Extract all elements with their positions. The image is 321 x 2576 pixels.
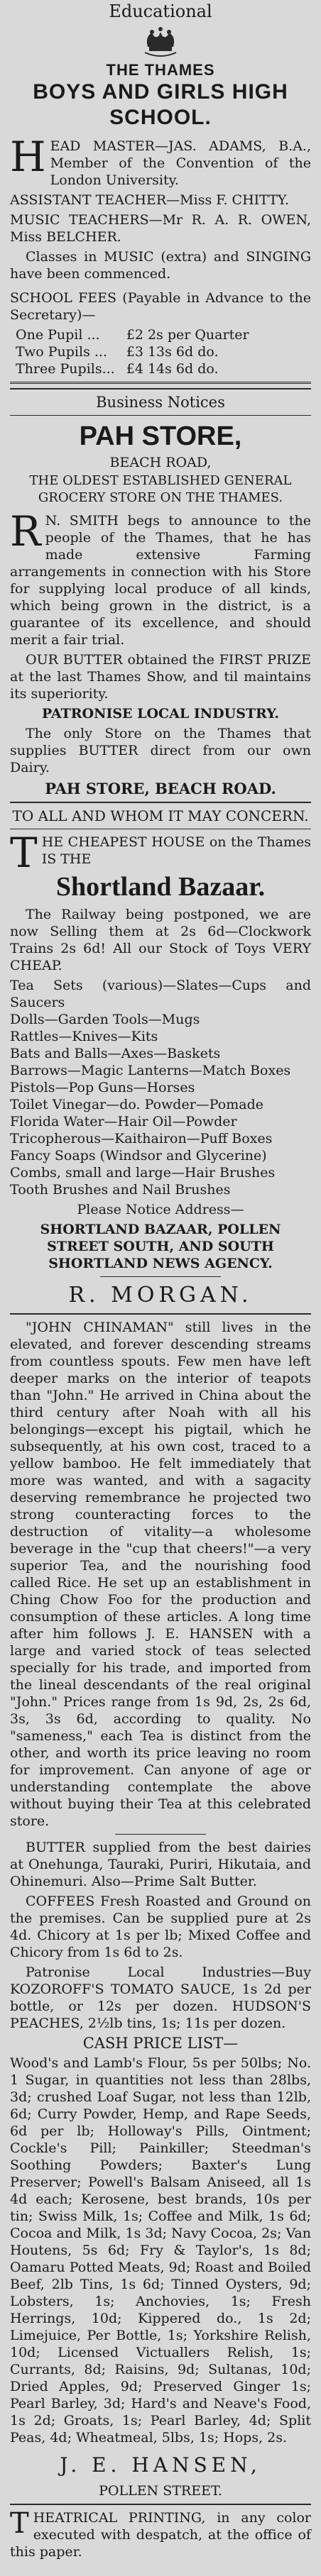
dropcap-r: R (10, 507, 41, 555)
school-title-line1: THE THAMES (106, 61, 215, 79)
list-item: Tooth Brushes and Nail Brushes (10, 1182, 231, 1198)
divider (10, 415, 311, 416)
divider (10, 1313, 311, 1315)
fees-table (10, 326, 255, 377)
pah-store-road: BEACH ROAD, (109, 455, 212, 470)
goods-list (10, 977, 311, 1198)
section-heading-business: Business Notices (96, 394, 225, 411)
printing-notice: THEATRICAL PRINTING, in any color executed with despatch, at the office of this paper. (10, 2507, 311, 2560)
butter-prize: OUR BUTTER obtained the FIRST PRIZE at the last Thames Show, and til maintains its superiority. (10, 652, 311, 702)
crest-icon (138, 26, 183, 58)
list-item: Dolls—Garden Tools—Mugs (10, 1012, 200, 1027)
list-item: Tea Sets (various)—Slates—Cups and Saucers (10, 978, 311, 1010)
list-item: Tricopherous—Kaithairon—Puff Boxes (10, 1131, 273, 1146)
dropcap-t2: T (10, 2507, 29, 2540)
cash-price-title: CASH PRICE LIST— (82, 2035, 239, 2052)
butter-supply: BUTTER supplied from the best dairies at Onehunga, Tauraki, Puriri, Hikutaia, and Ohinemuri. Also—Prime Salt Butter. (10, 1840, 311, 1889)
address-heading: Please Notice Address— (77, 1202, 244, 1217)
list-item: Florida Water—Hair Oil—Powder (10, 1114, 237, 1129)
divider (10, 2504, 311, 2505)
fee-row: Two Pupils ... £3 13s 6d do. (16, 344, 219, 360)
dropcap-t: T (10, 829, 38, 877)
list-item: Toilet Vinegar—do. Powder—Pomade (10, 1097, 263, 1112)
patronise-text: The only Store on the Thames that supplies BUTTER direct from our own Dairy. (10, 726, 311, 775)
fee-row: Three Pupils... £4 14s 6d do. (16, 361, 219, 377)
school-title-line2: BOYS AND GIRLS HIGH (33, 80, 288, 104)
list-item: Barrows—Magic Lanterns—Match Boxes (10, 1063, 291, 1078)
fee-row: One Pupil ... £2 2s per Quarter (16, 327, 249, 343)
bazaar-title: Shortland Bazaar. (55, 872, 266, 902)
list-item: Bats and Balls—Axes—Baskets (10, 1046, 221, 1061)
fees-title: SCHOOL FEES (Payable in Advance to the Secretary)— (10, 290, 311, 323)
divider (10, 388, 311, 389)
divider (10, 802, 311, 803)
hansen-signature: J. E. HANSEN, (60, 2453, 261, 2477)
morgan-signature: R. MORGAN. (68, 1283, 253, 1308)
list-item: Fancy Soaps (Windsor and Glycerine) (10, 1148, 267, 1163)
assistant-teacher: ASSISTANT TEACHER—Miss F. CHITTY. (10, 192, 289, 208)
dropcap-h: H (10, 133, 46, 181)
chinaman-notice: "JOHN CHINAMAN" still lives in the elevated, and forever descending streams from countless spouts. Few men have left deeper marks on the interior of teapots than "John." He arrived in China about the third century after Noah with all his belongings—except his pigtail, which he subsequently, at his own cost, traced to a yellow bamboo. He felt immediately that more was wanted, and with a sagacity deserving remembrance he projected two strong counteracting forces to the destruction of vitality—a wholesome beverage in the "cup that cheers!"—a very superior Tea, and the nourishing food called Rice. He set up an establishment in Ching Chow Foo for the production and consumption of these articles. A long time after him follows J. E. HANSEN with a large and varied stock of teas selected specially for his trade, and imported from the lineal descendants of the real original "John." Prices range from 1s 9d, 2s, 2s 6d, 3s, 3s 6d, according to quality. No "sameness," each Tea is distinct from the other, and worth its price leaving no room for improvement. Can anyone of age or understanding contemplate the above without buying their Tea at this celebrated store. (10, 1320, 311, 1829)
cheapest-house: THE CHEAPEST HOUSE on the Thames IS THE (10, 829, 311, 877)
smith-notice: R N. SMITH begs to announce to the people of the Thames, that he has made extensive Farming arrangements in connection with his Store for supplying local produce of all kinds, which being grown in the district, is a guarantee of its excellence, and should merit a fair trial. (10, 507, 311, 648)
address-text: SHORTLAND BAZAAR, POLLEN STREET SOUTH, AND SOUTH SHORTLAND NEWS AGENCY. (40, 1222, 281, 1271)
coffees-notice: COFFEES Fresh Roasted and Ground on the premises. Can be supplied pure at 2s 4d. Chicory at 1s per lb; Mixed Coffee and Chicory from 1s 6d to 2s. (10, 1894, 311, 1960)
divider (10, 382, 311, 384)
list-item: Pistols—Pop Guns—Horses (10, 1080, 195, 1095)
divider (100, 1276, 221, 1277)
music-teachers: MUSIC TEACHERS—Mr R. A. R. OWEN, Miss BELCHER. (10, 212, 311, 245)
cash-price-list: Wood's and Lamb's Flour, 5s per 50lbs; No. 1 Sugar, in quantities not less than 28lbs, 3d; crushed Loaf Sugar, not less than 12lb, 6d; Curry Powder, Hemp, and Rape Seeds, 6d per lb; Holloway's Pills, Ointment; Cockle's Pill; Painkiller; Steedman's Soothing Powders; Baxter's Lung Preserver; Powell's Balsam Aniseed, all 1s 4d each; Kerosene, best brands, 10s per tin; Swiss Milk, 1s; Coffee and Milk, 1s 6d; Cocoa and Milk, 1s 3d; Navy Cocoa, 2s; Van Houtens, 5s 6d; Fry & Taylor's, 1s 8d; Oamaru Potted Meats, 9d; Roast and Boiled Beef, 2lb Tins, 1s 6d; Tinned Oysters, 9d; Lobsters, 1s; Anchovies, 1s; Fresh Herrings, 10d; Kippered do., 1s 2d; Limejuice, Per Bottle, 1s; Yorkshire Relish, 10d; Licensed Victuallers Relish, 1s; Currants, 8d; Raisins, 9d; Sultanas, 10d; Dried Apples, 9d; Preserved Ginger 1s; Pearl Barley, 3d; Hard's and Neave's Food, 1s 2d; Groats, 1s; Pearl Barley, 4d; Split Peas, 4d; Wheatmeal, 5lbs, 1s; Hops, 2s. (10, 2055, 311, 2445)
divider (115, 1834, 205, 1835)
pah-store-tagline: THE OLDEST ESTABLISHED GENERAL GROCERY STORE ON THE THAMES. (29, 473, 292, 505)
pah-store-footer: PAH STORE, BEACH ROAD. (45, 780, 276, 797)
list-item: Combs, small and large—Hair Brushes (10, 1165, 276, 1181)
patronise-title: PATRONISE LOCAL INDUSTRY. (41, 706, 279, 722)
railway-notice: The Railway being postponed, we are now Selling them at 2s 6d—Clockwork Trains 2s 6d! All our Stock of Toys VERY CHEAP. (10, 907, 311, 973)
patronise-local: Patronise Local Industries—Buy KOZOROFF'S TOMATO SAUCE, 1s 2d per bottle, or 12s per dozen. HUDSON'S PEACHES, 2½lb tins, 1s; 11s per dozen. (10, 1964, 311, 2031)
to-all-heading: TO ALL AND WHOM IT MAY CONCERN. (12, 807, 309, 824)
section-heading-educational: Educational (109, 1, 212, 21)
newspaper-column (0, 1, 321, 2576)
school-title-line3: SCHOOL. (109, 106, 212, 129)
pah-store-title: PAH STORE, (79, 421, 242, 451)
head-master-notice: HEAD MASTER—JAS. ADAMS, B.A., Member of the Convention of the London University. (10, 133, 311, 188)
hansen-address: POLLEN STREET. (99, 2483, 222, 2499)
classes-notice: Classes in MUSIC (extra) and SINGING have been commenced. (10, 249, 311, 282)
list-item: Rattles—Knives—Kits (10, 1029, 158, 1044)
